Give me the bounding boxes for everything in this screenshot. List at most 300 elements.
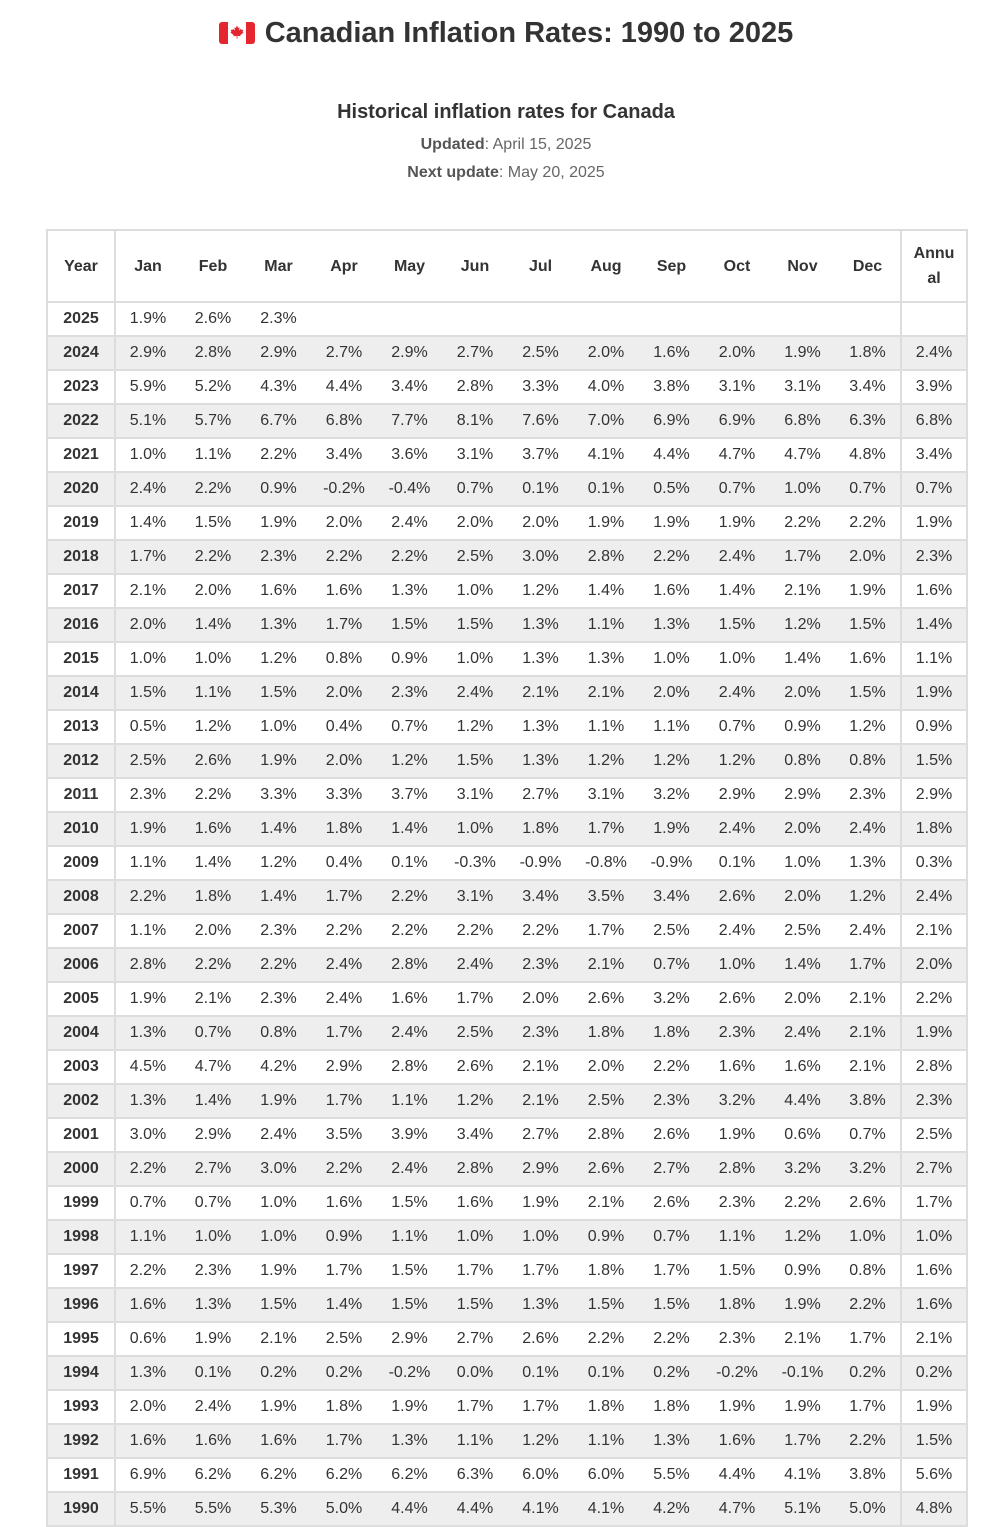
rate-cell: 4.1% — [770, 1458, 835, 1492]
rate-cell: 0.6% — [770, 1118, 835, 1152]
year-cell: 2018 — [47, 540, 115, 574]
rate-cell: 1.9% — [704, 506, 770, 540]
rate-cell: 1.5% — [377, 1254, 442, 1288]
rate-cell: 1.9% — [246, 1254, 311, 1288]
rate-cell: 2.2% — [311, 540, 377, 574]
rate-cell: 1.3% — [115, 1016, 180, 1050]
rate-cell: 1.4% — [311, 1288, 377, 1322]
rate-cell: 1.6% — [901, 574, 967, 608]
rate-cell: 1.0% — [704, 642, 770, 676]
rate-cell: 2.0% — [770, 676, 835, 710]
rate-cell: 1.5% — [835, 608, 901, 642]
rate-cell: 1.3% — [377, 574, 442, 608]
year-cell: 1992 — [47, 1424, 115, 1458]
year-cell: 2025 — [47, 302, 115, 336]
rate-cell: 3.4% — [377, 370, 442, 404]
rate-cell: 0.2% — [901, 1356, 967, 1390]
table-row — [47, 472, 967, 506]
rate-cell: 2.9% — [246, 336, 311, 370]
year-cell: 2012 — [47, 744, 115, 778]
rate-cell: 1.8% — [311, 1390, 377, 1424]
rate-cell: -0.8% — [573, 846, 639, 880]
rate-cell: 1.1% — [573, 608, 639, 642]
rate-cell: 1.0% — [770, 846, 835, 880]
rate-cell: 5.2% — [180, 370, 246, 404]
rate-cell: 3.2% — [704, 1084, 770, 1118]
rate-cell: 1.3% — [508, 1288, 573, 1322]
rate-cell: 2.2% — [311, 914, 377, 948]
rate-cell: 2.1% — [901, 1322, 967, 1356]
rate-cell: 0.8% — [835, 1254, 901, 1288]
rate-cell: 1.9% — [901, 1016, 967, 1050]
rate-cell: 1.9% — [573, 506, 639, 540]
rate-cell: 1.6% — [311, 1186, 377, 1220]
rate-cell: 2.0% — [311, 676, 377, 710]
rate-cell: 1.4% — [377, 812, 442, 846]
rate-cell: 0.9% — [901, 710, 967, 744]
rate-cell: 4.2% — [246, 1050, 311, 1084]
rate-cell: 1.7% — [311, 1016, 377, 1050]
rate-cell: 2.7% — [508, 1118, 573, 1152]
rate-cell: 1.1% — [704, 1220, 770, 1254]
rate-cell: -0.9% — [508, 846, 573, 880]
rate-cell: 2.4% — [115, 472, 180, 506]
rate-cell: 1.0% — [442, 1220, 508, 1254]
rate-cell: 1.8% — [573, 1016, 639, 1050]
rate-cell: 1.9% — [901, 676, 967, 710]
year-cell: 1998 — [47, 1220, 115, 1254]
rate-cell: 1.6% — [246, 1424, 311, 1458]
rate-cell: 0.0% — [442, 1356, 508, 1390]
rate-cell: 1.7% — [442, 982, 508, 1016]
rate-cell: 2.2% — [377, 540, 442, 574]
rate-cell: 2.4% — [901, 336, 967, 370]
rate-cell: 1.0% — [901, 1220, 967, 1254]
rate-cell: 1.0% — [246, 1186, 311, 1220]
rate-cell: 1.4% — [704, 574, 770, 608]
rate-cell: 3.1% — [442, 778, 508, 812]
rate-cell: 5.5% — [639, 1458, 704, 1492]
rate-cell: 2.5% — [573, 1084, 639, 1118]
rate-cell: 2.2% — [246, 948, 311, 982]
rate-cell: 2.1% — [901, 914, 967, 948]
rate-cell: 5.6% — [901, 1458, 967, 1492]
rate-cell: 2.2% — [770, 506, 835, 540]
rate-cell: 1.0% — [442, 574, 508, 608]
rate-cell: 4.7% — [770, 438, 835, 472]
rate-cell: 1.6% — [639, 336, 704, 370]
rate-cell: 2.9% — [115, 336, 180, 370]
updated-date — [0, 134, 992, 156]
rate-cell: 2.7% — [442, 336, 508, 370]
rate-cell: 2.2% — [508, 914, 573, 948]
rate-cell: 7.7% — [377, 404, 442, 438]
rate-cell: 2.2% — [180, 540, 246, 574]
year-cell: 2021 — [47, 438, 115, 472]
rate-cell: 1.0% — [442, 812, 508, 846]
rate-cell: 2.3% — [508, 948, 573, 982]
rate-cell: -0.9% — [639, 846, 704, 880]
rate-cell: 1.9% — [246, 1084, 311, 1118]
rate-cell: 2.4% — [311, 948, 377, 982]
rate-cell: 3.1% — [442, 880, 508, 914]
rate-cell: 2.2% — [311, 1152, 377, 1186]
rate-cell: 1.5% — [377, 608, 442, 642]
table-row — [47, 812, 967, 846]
rate-cell: 2.1% — [770, 574, 835, 608]
rate-cell: 2.2% — [835, 1288, 901, 1322]
rate-cell: 1.4% — [180, 846, 246, 880]
rate-cell: 2.4% — [704, 676, 770, 710]
rate-cell: 3.1% — [573, 778, 639, 812]
column-header-nov: Nov — [770, 230, 835, 302]
page-title-text: Canadian Inflation Rates: 1990 to 2025 — [264, 17, 794, 49]
rate-cell: 1.4% — [770, 642, 835, 676]
rate-cell: 4.1% — [573, 1492, 639, 1526]
rate-cell: 1.7% — [639, 1254, 704, 1288]
rate-cell: 1.5% — [246, 676, 311, 710]
rate-cell: 2.3% — [639, 1084, 704, 1118]
rate-cell: 2.1% — [115, 574, 180, 608]
rate-cell: 1.9% — [508, 1186, 573, 1220]
rate-cell: 2.8% — [573, 540, 639, 574]
rate-cell: 0.1% — [180, 1356, 246, 1390]
rate-cell: 1.1% — [573, 710, 639, 744]
rate-cell: 0.1% — [377, 846, 442, 880]
rate-cell: 2.6% — [704, 880, 770, 914]
rate-cell: 3.3% — [508, 370, 573, 404]
rate-cell: 1.9% — [639, 812, 704, 846]
rate-cell: 1.3% — [377, 1424, 442, 1458]
rate-cell: 6.3% — [835, 404, 901, 438]
rate-cell: 1.3% — [639, 608, 704, 642]
rate-cell: 0.1% — [573, 1356, 639, 1390]
rate-cell: 0.7% — [442, 472, 508, 506]
rate-cell: 1.2% — [704, 744, 770, 778]
rate-cell: 6.9% — [704, 404, 770, 438]
rate-cell: 1.9% — [115, 812, 180, 846]
rate-cell: 1.9% — [704, 1118, 770, 1152]
rate-cell: 3.0% — [508, 540, 573, 574]
rate-cell: 2.3% — [901, 540, 967, 574]
rate-cell: 2.3% — [180, 1254, 246, 1288]
year-cell: 2017 — [47, 574, 115, 608]
rate-cell: 5.5% — [115, 1492, 180, 1526]
rate-cell: 5.7% — [180, 404, 246, 438]
rate-cell: 2.4% — [377, 1016, 442, 1050]
rate-cell: 5.0% — [835, 1492, 901, 1526]
rate-cell: 1.5% — [377, 1288, 442, 1322]
rate-cell: 1.0% — [115, 642, 180, 676]
table-row — [47, 744, 967, 778]
rate-cell: 2.5% — [770, 914, 835, 948]
rate-cell: 1.2% — [770, 608, 835, 642]
rate-cell: 1.6% — [442, 1186, 508, 1220]
rate-cell — [377, 302, 442, 336]
rate-cell: 0.8% — [835, 744, 901, 778]
rate-cell: 2.1% — [246, 1322, 311, 1356]
rate-cell: 1.6% — [770, 1050, 835, 1084]
rate-cell: 3.2% — [770, 1152, 835, 1186]
rate-cell: 2.0% — [311, 506, 377, 540]
rate-cell: 6.8% — [311, 404, 377, 438]
table-body — [47, 302, 967, 1526]
rate-cell: 1.2% — [573, 744, 639, 778]
rate-cell: 0.9% — [770, 710, 835, 744]
rate-cell: 1.2% — [246, 846, 311, 880]
rate-cell: 2.2% — [377, 880, 442, 914]
rate-cell: 2.4% — [901, 880, 967, 914]
rate-cell: 1.9% — [704, 1390, 770, 1424]
rate-cell: 3.0% — [115, 1118, 180, 1152]
rate-cell: 2.8% — [115, 948, 180, 982]
rate-cell: 1.1% — [180, 438, 246, 472]
year-cell: 2019 — [47, 506, 115, 540]
rate-cell: 1.6% — [835, 642, 901, 676]
rate-cell: -0.1% — [770, 1356, 835, 1390]
rate-cell: 0.9% — [246, 472, 311, 506]
rate-cell: 1.2% — [442, 710, 508, 744]
rate-cell: 3.1% — [704, 370, 770, 404]
rate-cell: 2.0% — [311, 744, 377, 778]
rate-cell: 3.7% — [377, 778, 442, 812]
rate-cell: 2.6% — [573, 982, 639, 1016]
year-cell: 1990 — [47, 1492, 115, 1526]
rate-cell: 2.4% — [704, 540, 770, 574]
rate-cell: 1.9% — [115, 302, 180, 336]
rate-cell: 1.3% — [246, 608, 311, 642]
rate-cell: 0.7% — [704, 710, 770, 744]
rate-cell: 1.8% — [639, 1016, 704, 1050]
rate-cell: 2.3% — [246, 914, 311, 948]
rate-cell: 2.2% — [835, 1424, 901, 1458]
rate-cell: 1.3% — [115, 1084, 180, 1118]
rate-cell: 2.8% — [377, 948, 442, 982]
rate-cell: 3.5% — [311, 1118, 377, 1152]
rate-cell: 2.1% — [770, 1322, 835, 1356]
rate-cell: 1.2% — [180, 710, 246, 744]
rate-cell: 1.5% — [246, 1288, 311, 1322]
rate-cell: 1.3% — [508, 642, 573, 676]
next-update-date — [0, 162, 992, 184]
rate-cell: 1.3% — [115, 1356, 180, 1390]
rate-cell: 1.2% — [770, 1220, 835, 1254]
rate-cell: 1.3% — [573, 642, 639, 676]
rate-cell: 1.4% — [246, 880, 311, 914]
table-row — [47, 710, 967, 744]
rate-cell: 2.5% — [115, 744, 180, 778]
rate-cell: 1.5% — [639, 1288, 704, 1322]
rate-cell: 1.6% — [704, 1050, 770, 1084]
rate-cell: 1.7% — [311, 880, 377, 914]
rate-cell: 3.9% — [901, 370, 967, 404]
table-row — [47, 574, 967, 608]
rate-cell: 2.6% — [639, 1186, 704, 1220]
year-cell: 2024 — [47, 336, 115, 370]
rate-cell: 2.2% — [639, 540, 704, 574]
rate-cell: 2.1% — [508, 676, 573, 710]
rate-cell: -0.3% — [442, 846, 508, 880]
rate-cell: 2.0% — [508, 506, 573, 540]
rate-cell: 1.2% — [246, 642, 311, 676]
rate-cell: 2.1% — [835, 982, 901, 1016]
rate-cell: 3.4% — [835, 370, 901, 404]
rate-cell: 0.4% — [311, 846, 377, 880]
rate-cell: 2.4% — [835, 812, 901, 846]
rate-cell: 5.1% — [115, 404, 180, 438]
rate-cell: 0.9% — [311, 1220, 377, 1254]
column-header-aug: Aug — [573, 230, 639, 302]
rate-cell: 2.3% — [704, 1186, 770, 1220]
rate-cell: 2.0% — [639, 676, 704, 710]
rate-cell: 2.0% — [573, 1050, 639, 1084]
rate-cell: 2.3% — [246, 302, 311, 336]
table-row — [47, 1322, 967, 1356]
rate-cell: 2.0% — [508, 982, 573, 1016]
rate-cell: 0.7% — [639, 948, 704, 982]
rate-cell: 1.4% — [770, 948, 835, 982]
rate-cell: 0.7% — [835, 472, 901, 506]
rate-cell: 2.2% — [115, 880, 180, 914]
rate-cell: 0.1% — [508, 472, 573, 506]
rate-cell: 3.1% — [442, 438, 508, 472]
rate-cell: 0.2% — [311, 1356, 377, 1390]
rate-cell: 6.9% — [639, 404, 704, 438]
rate-cell: 2.8% — [442, 370, 508, 404]
rate-cell: 2.8% — [573, 1118, 639, 1152]
rate-cell: 1.4% — [901, 608, 967, 642]
rate-cell: 7.0% — [573, 404, 639, 438]
year-cell: 2014 — [47, 676, 115, 710]
rate-cell: 2.0% — [901, 948, 967, 982]
rate-cell: 0.7% — [639, 1220, 704, 1254]
rate-cell: 2.7% — [311, 336, 377, 370]
rate-cell: 1.6% — [311, 574, 377, 608]
table-row — [47, 404, 967, 438]
rate-cell: 2.0% — [770, 812, 835, 846]
rate-cell: 0.9% — [573, 1220, 639, 1254]
column-header-jan: Jan — [115, 230, 180, 302]
year-cell: 2005 — [47, 982, 115, 1016]
rate-cell: 2.2% — [901, 982, 967, 1016]
rate-cell: 3.9% — [377, 1118, 442, 1152]
rate-cell — [835, 302, 901, 336]
rate-cell: 2.4% — [835, 914, 901, 948]
rate-cell: 1.1% — [442, 1424, 508, 1458]
rate-cell: 3.5% — [573, 880, 639, 914]
updated-label: Updated — [420, 136, 485, 153]
rate-cell: 2.1% — [835, 1016, 901, 1050]
rate-cell: 2.2% — [377, 914, 442, 948]
rate-cell: 1.8% — [704, 1288, 770, 1322]
canada-flag-icon — [219, 22, 255, 44]
rate-cell: 1.7% — [770, 1424, 835, 1458]
rate-cell: 1.6% — [246, 574, 311, 608]
rate-cell: 3.6% — [377, 438, 442, 472]
table-row — [47, 1424, 967, 1458]
rate-cell: 0.3% — [901, 846, 967, 880]
rate-cell — [573, 302, 639, 336]
rate-cell: 2.5% — [442, 540, 508, 574]
rate-cell: 3.4% — [639, 880, 704, 914]
table-row — [47, 642, 967, 676]
rate-cell: 4.4% — [311, 370, 377, 404]
rate-cell: 2.4% — [377, 506, 442, 540]
rate-cell: 8.1% — [442, 404, 508, 438]
rate-cell: 2.1% — [508, 1084, 573, 1118]
rate-cell: 1.5% — [835, 676, 901, 710]
rate-cell: 0.9% — [377, 642, 442, 676]
rate-cell: 6.7% — [246, 404, 311, 438]
rate-cell: 1.6% — [180, 1424, 246, 1458]
rate-cell: 1.0% — [246, 1220, 311, 1254]
table-subtitle: Historical inflation rates for Canada — [337, 101, 675, 123]
rate-cell: 4.8% — [835, 438, 901, 472]
rate-cell: 1.7% — [311, 1084, 377, 1118]
rate-cell: 0.2% — [835, 1356, 901, 1390]
rate-cell: 1.7% — [442, 1254, 508, 1288]
rate-cell: 2.0% — [835, 540, 901, 574]
rate-cell: 0.8% — [311, 642, 377, 676]
rate-cell: 2.7% — [180, 1152, 246, 1186]
rate-cell: 1.8% — [311, 812, 377, 846]
rate-cell: 2.6% — [508, 1322, 573, 1356]
table-row — [47, 1288, 967, 1322]
rate-cell: 1.6% — [115, 1424, 180, 1458]
table-row — [47, 676, 967, 710]
rate-cell: 1.5% — [442, 1288, 508, 1322]
rate-cell: 6.8% — [901, 404, 967, 438]
rate-cell: 1.4% — [573, 574, 639, 608]
column-header-oct: Oct — [704, 230, 770, 302]
rate-cell: 1.7% — [835, 1390, 901, 1424]
table-row — [47, 1390, 967, 1424]
rate-cell: 1.8% — [508, 812, 573, 846]
rate-cell: 6.3% — [442, 1458, 508, 1492]
rate-cell — [704, 302, 770, 336]
rate-cell: 2.6% — [442, 1050, 508, 1084]
rate-cell: 6.0% — [573, 1458, 639, 1492]
rate-cell: 0.5% — [115, 710, 180, 744]
rate-cell: 2.1% — [180, 982, 246, 1016]
rate-cell: 4.4% — [704, 1458, 770, 1492]
rate-cell: 1.0% — [246, 710, 311, 744]
rate-cell: 0.1% — [508, 1356, 573, 1390]
rate-cell: 1.9% — [770, 1288, 835, 1322]
rate-cell: 2.7% — [901, 1152, 967, 1186]
rate-cell: 1.6% — [901, 1254, 967, 1288]
rate-cell: -0.2% — [377, 1356, 442, 1390]
rate-cell: 2.5% — [311, 1322, 377, 1356]
rate-cell: -0.2% — [311, 472, 377, 506]
table-row — [47, 1152, 967, 1186]
rate-cell: 2.3% — [508, 1016, 573, 1050]
rate-cell: 2.2% — [246, 438, 311, 472]
table-row — [47, 336, 967, 370]
rate-cell: 3.2% — [835, 1152, 901, 1186]
rate-cell: 2.0% — [180, 914, 246, 948]
rate-cell: 1.7% — [311, 608, 377, 642]
rate-cell: 4.8% — [901, 1492, 967, 1526]
rate-cell: 2.1% — [835, 1050, 901, 1084]
table-row — [47, 370, 967, 404]
rate-cell: 1.7% — [573, 812, 639, 846]
rate-cell: 1.1% — [115, 914, 180, 948]
rate-cell: 2.7% — [442, 1322, 508, 1356]
rate-cell: 1.0% — [180, 642, 246, 676]
rate-cell: 2.9% — [311, 1050, 377, 1084]
rate-cell: 1.0% — [704, 948, 770, 982]
